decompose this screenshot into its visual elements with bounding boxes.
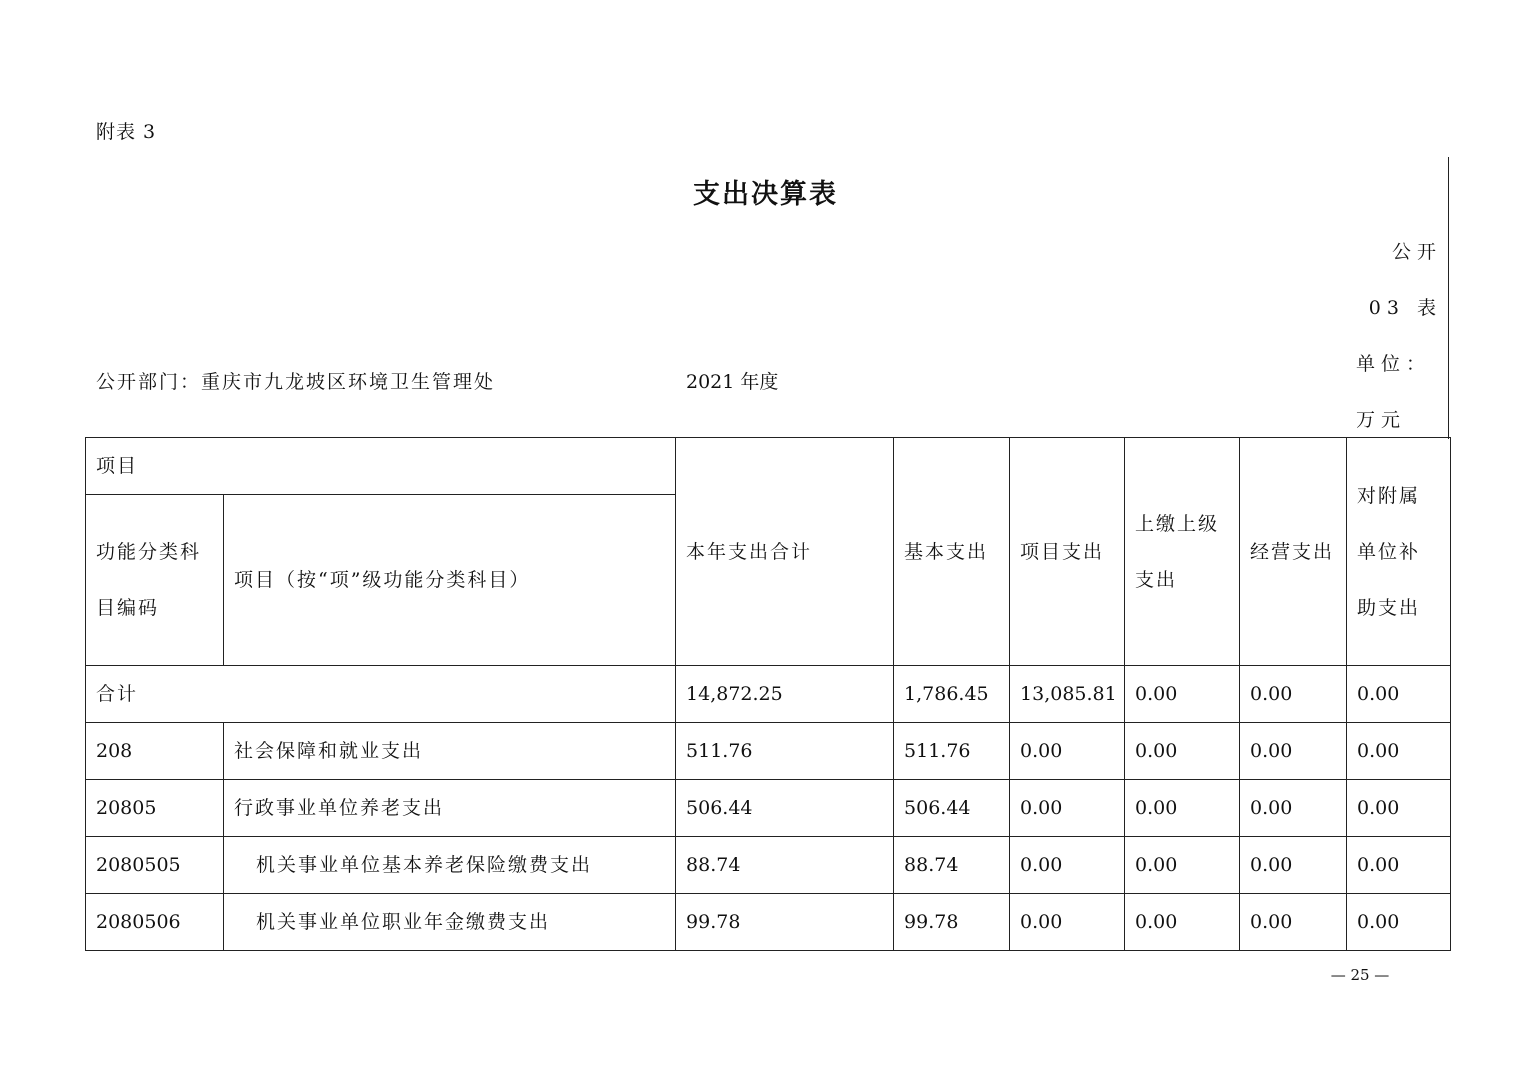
row-name: 行政事业单位养老支出 bbox=[224, 780, 676, 837]
row-value: 0.00 bbox=[1240, 894, 1347, 951]
row-value: 511.76 bbox=[894, 723, 1010, 780]
row-value: 0.00 bbox=[1347, 837, 1451, 894]
header-code: 功能分类科目编码 bbox=[86, 495, 224, 666]
appendix-label: 附表 3 bbox=[96, 121, 157, 143]
row-code: 208 bbox=[86, 723, 224, 780]
row-value: 0.00 bbox=[1010, 894, 1125, 951]
row-value: 88.74 bbox=[676, 837, 894, 894]
total-label: 合计 bbox=[86, 666, 676, 723]
row-value: 0.00 bbox=[1347, 894, 1451, 951]
table-id-label: 公开 03 表 bbox=[1368, 241, 1442, 319]
row-code: 2080506 bbox=[86, 894, 224, 951]
page-number: — 25 — bbox=[1330, 966, 1390, 984]
header-project: 项目支出 bbox=[1010, 438, 1125, 666]
table-row bbox=[86, 894, 1451, 951]
row-code: 20805 bbox=[86, 780, 224, 837]
row-value: 0.00 bbox=[1010, 780, 1125, 837]
row-value: 0.00 bbox=[1125, 837, 1240, 894]
total-row bbox=[86, 666, 1451, 723]
header-subsidiary-subsidy: 对附属单位补助支出 bbox=[1347, 438, 1451, 666]
header-remit-superior: 上缴上级支出 bbox=[1125, 438, 1240, 666]
row-value: 506.44 bbox=[894, 780, 1010, 837]
row-value: 0.00 bbox=[1240, 837, 1347, 894]
header-right-rule bbox=[1448, 157, 1449, 439]
table-row bbox=[86, 723, 1451, 780]
unit-label: 单位：万元 bbox=[1356, 353, 1432, 431]
row-value: 0.00 bbox=[1010, 837, 1125, 894]
row-value: 0.00 bbox=[1125, 780, 1240, 837]
total-cell: 14,872.25 bbox=[676, 666, 894, 723]
row-value: 0.00 bbox=[1010, 723, 1125, 780]
row-code: 2080505 bbox=[86, 837, 224, 894]
year-label: 2021 年度 bbox=[686, 371, 779, 393]
total-cell: 1,786.45 bbox=[894, 666, 1010, 723]
row-value: 0.00 bbox=[1125, 723, 1240, 780]
row-value: 0.00 bbox=[1240, 780, 1347, 837]
table-row bbox=[86, 837, 1451, 894]
header-item-name: 项目（按“项”级功能分类科目） bbox=[224, 495, 676, 666]
row-value: 0.00 bbox=[1347, 723, 1451, 780]
department-label: 公开部门：重庆市九龙坡区环境卫生管理处 bbox=[96, 371, 496, 393]
row-value: 99.78 bbox=[676, 894, 894, 951]
row-name: 机关事业单位职业年金缴费支出 bbox=[224, 894, 676, 951]
row-value: 0.00 bbox=[1347, 780, 1451, 837]
row-value: 0.00 bbox=[1240, 723, 1347, 780]
header-total: 本年支出合计 bbox=[676, 438, 894, 666]
total-cell: 13,085.81 bbox=[1010, 666, 1125, 723]
row-value: 88.74 bbox=[894, 837, 1010, 894]
row-value: 506.44 bbox=[676, 780, 894, 837]
header-basic: 基本支出 bbox=[894, 438, 1010, 666]
expense-table bbox=[85, 437, 1451, 951]
total-cell: 0.00 bbox=[1347, 666, 1451, 723]
header-row-1 bbox=[86, 438, 1451, 495]
total-cell: 0.00 bbox=[1125, 666, 1240, 723]
row-value: 511.76 bbox=[676, 723, 894, 780]
header-item-group: 项目 bbox=[86, 438, 676, 495]
table-row bbox=[86, 780, 1451, 837]
header-business: 经营支出 bbox=[1240, 438, 1347, 666]
row-name: 社会保障和就业支出 bbox=[224, 723, 676, 780]
row-value: 99.78 bbox=[894, 894, 1010, 951]
row-value: 0.00 bbox=[1125, 894, 1240, 951]
total-cell: 0.00 bbox=[1240, 666, 1347, 723]
row-name: 机关事业单位基本养老保险缴费支出 bbox=[224, 837, 676, 894]
document-title: 支出决算表 bbox=[693, 179, 838, 210]
